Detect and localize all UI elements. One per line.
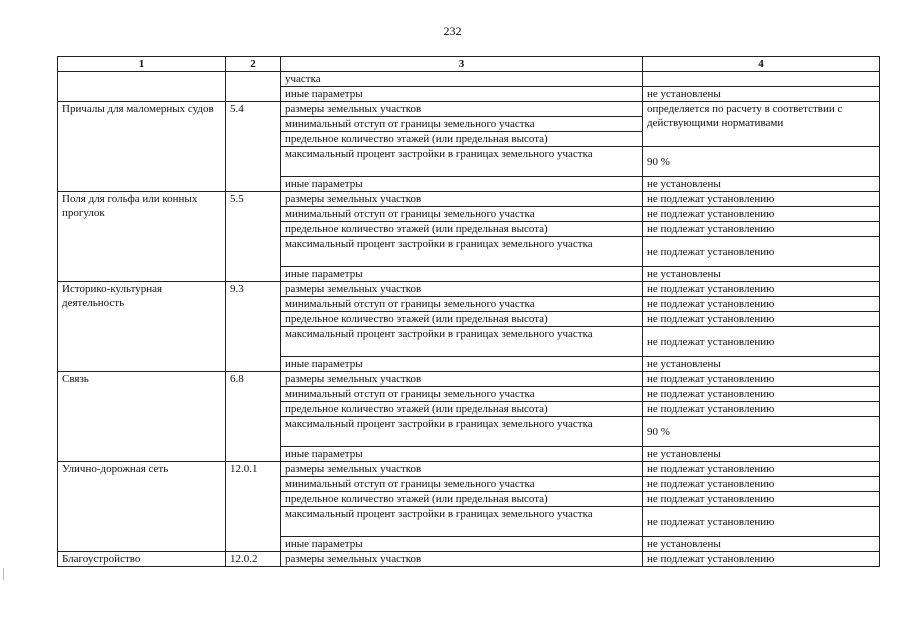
param-cell: минимальный отступ от границы земельного участка [281, 207, 643, 222]
param-cell: предельное количество этажей (или предельная высота) [281, 222, 643, 237]
value-cell: не установлены [643, 447, 880, 462]
param-cell: минимальный отступ от границы земельного участка [281, 477, 643, 492]
value-cell: не подлежат установлению [643, 222, 880, 237]
object-name: Благоустройство [58, 552, 226, 567]
regulations-table [57, 56, 880, 567]
param-cell: максимальный процент застройки в границах земельного участка [281, 507, 643, 537]
param-cell: минимальный отступ от границы земельного участка [281, 297, 643, 312]
table-row [58, 282, 880, 297]
value-cell: не подлежат установлению [643, 282, 880, 297]
param-cell: размеры земельных участков [281, 192, 643, 207]
object-code: 12.0.2 [226, 552, 281, 567]
header-row [58, 57, 880, 72]
param-cell: иные параметры [281, 447, 643, 462]
object-code: 9.3 [226, 282, 281, 372]
value-cell: не подлежат установлению [643, 207, 880, 222]
value-cell: не подлежат установлению [643, 237, 880, 267]
table-row [58, 192, 880, 207]
param-cell: размеры земельных участков [281, 552, 643, 567]
value-cell: не подлежат установлению [643, 387, 880, 402]
value-cell: не подлежат установлению [643, 312, 880, 327]
param-cell: участка [281, 72, 643, 87]
table-row [58, 462, 880, 477]
value-cell: не подлежат установлению [643, 477, 880, 492]
code-cell [226, 72, 281, 102]
value-cell: 90 % [643, 147, 880, 177]
header-col-3: 3 [281, 57, 643, 72]
param-cell: размеры земельных участков [281, 282, 643, 297]
table-row [58, 102, 880, 117]
value-cell: не подлежат установлению [643, 462, 880, 477]
param-cell: иные параметры [281, 537, 643, 552]
value-cell: не установлены [643, 357, 880, 372]
object-name: Улично-дорожная сеть [58, 462, 226, 552]
table-row [58, 72, 880, 87]
page-number: 232 [443, 24, 462, 38]
param-cell: предельное количество этажей (или предельная высота) [281, 132, 643, 147]
param-cell: максимальный процент застройки в границах земельного участка [281, 237, 643, 267]
value-cell: определяется по расчету в соответствии с действующими нормативами [643, 102, 880, 147]
object-code: 5.4 [226, 102, 281, 192]
param-cell: предельное количество этажей (или предельная высота) [281, 492, 643, 507]
param-cell: размеры земельных участков [281, 372, 643, 387]
param-cell: предельное количество этажей (или предельная высота) [281, 402, 643, 417]
param-cell: иные параметры [281, 87, 643, 102]
value-cell: не установлены [643, 177, 880, 192]
value-cell: не подлежат установлению [643, 492, 880, 507]
value-cell: не подлежат установлению [643, 297, 880, 312]
value-cell: не установлены [643, 537, 880, 552]
header-col-1: 1 [58, 57, 226, 72]
param-cell: минимальный отступ от границы земельного участка [281, 117, 643, 132]
param-cell: максимальный процент застройки в границах земельного участка [281, 327, 643, 357]
value-cell: не установлены [643, 87, 880, 102]
value-cell: 90 % [643, 417, 880, 447]
value-cell: не подлежат установлению [643, 552, 880, 567]
param-cell: иные параметры [281, 357, 643, 372]
param-cell: иные параметры [281, 177, 643, 192]
scan-edge-mark [3, 568, 4, 580]
object-code: 12.0.1 [226, 462, 281, 552]
value-cell: не подлежат установлению [643, 192, 880, 207]
value-cell [643, 72, 880, 87]
table-row [58, 372, 880, 387]
value-cell: не подлежат установлению [643, 402, 880, 417]
value-cell: не подлежат установлению [643, 507, 880, 537]
header-col-4: 4 [643, 57, 880, 72]
value-cell: не подлежат установлению [643, 327, 880, 357]
value-cell: не установлены [643, 267, 880, 282]
object-code: 5.5 [226, 192, 281, 282]
object-name: Историко-культурная деятельность [58, 282, 226, 372]
object-cell [58, 72, 226, 102]
header-col-2: 2 [226, 57, 281, 72]
param-cell: максимальный процент застройки в границах земельного участка [281, 417, 643, 447]
object-name: Причалы для маломерных судов [58, 102, 226, 192]
table-row [58, 552, 880, 567]
value-cell: не подлежат установлению [643, 372, 880, 387]
param-cell: иные параметры [281, 267, 643, 282]
object-name: Поля для гольфа или конных прогулок [58, 192, 226, 282]
param-cell: размеры земельных участков [281, 462, 643, 477]
param-cell: предельное количество этажей (или предельная высота) [281, 312, 643, 327]
param-cell: размеры земельных участков [281, 102, 643, 117]
object-code: 6.8 [226, 372, 281, 462]
param-cell: максимальный процент застройки в границах земельного участка [281, 147, 643, 177]
object-name: Связь [58, 372, 226, 462]
param-cell: минимальный отступ от границы земельного участка [281, 387, 643, 402]
